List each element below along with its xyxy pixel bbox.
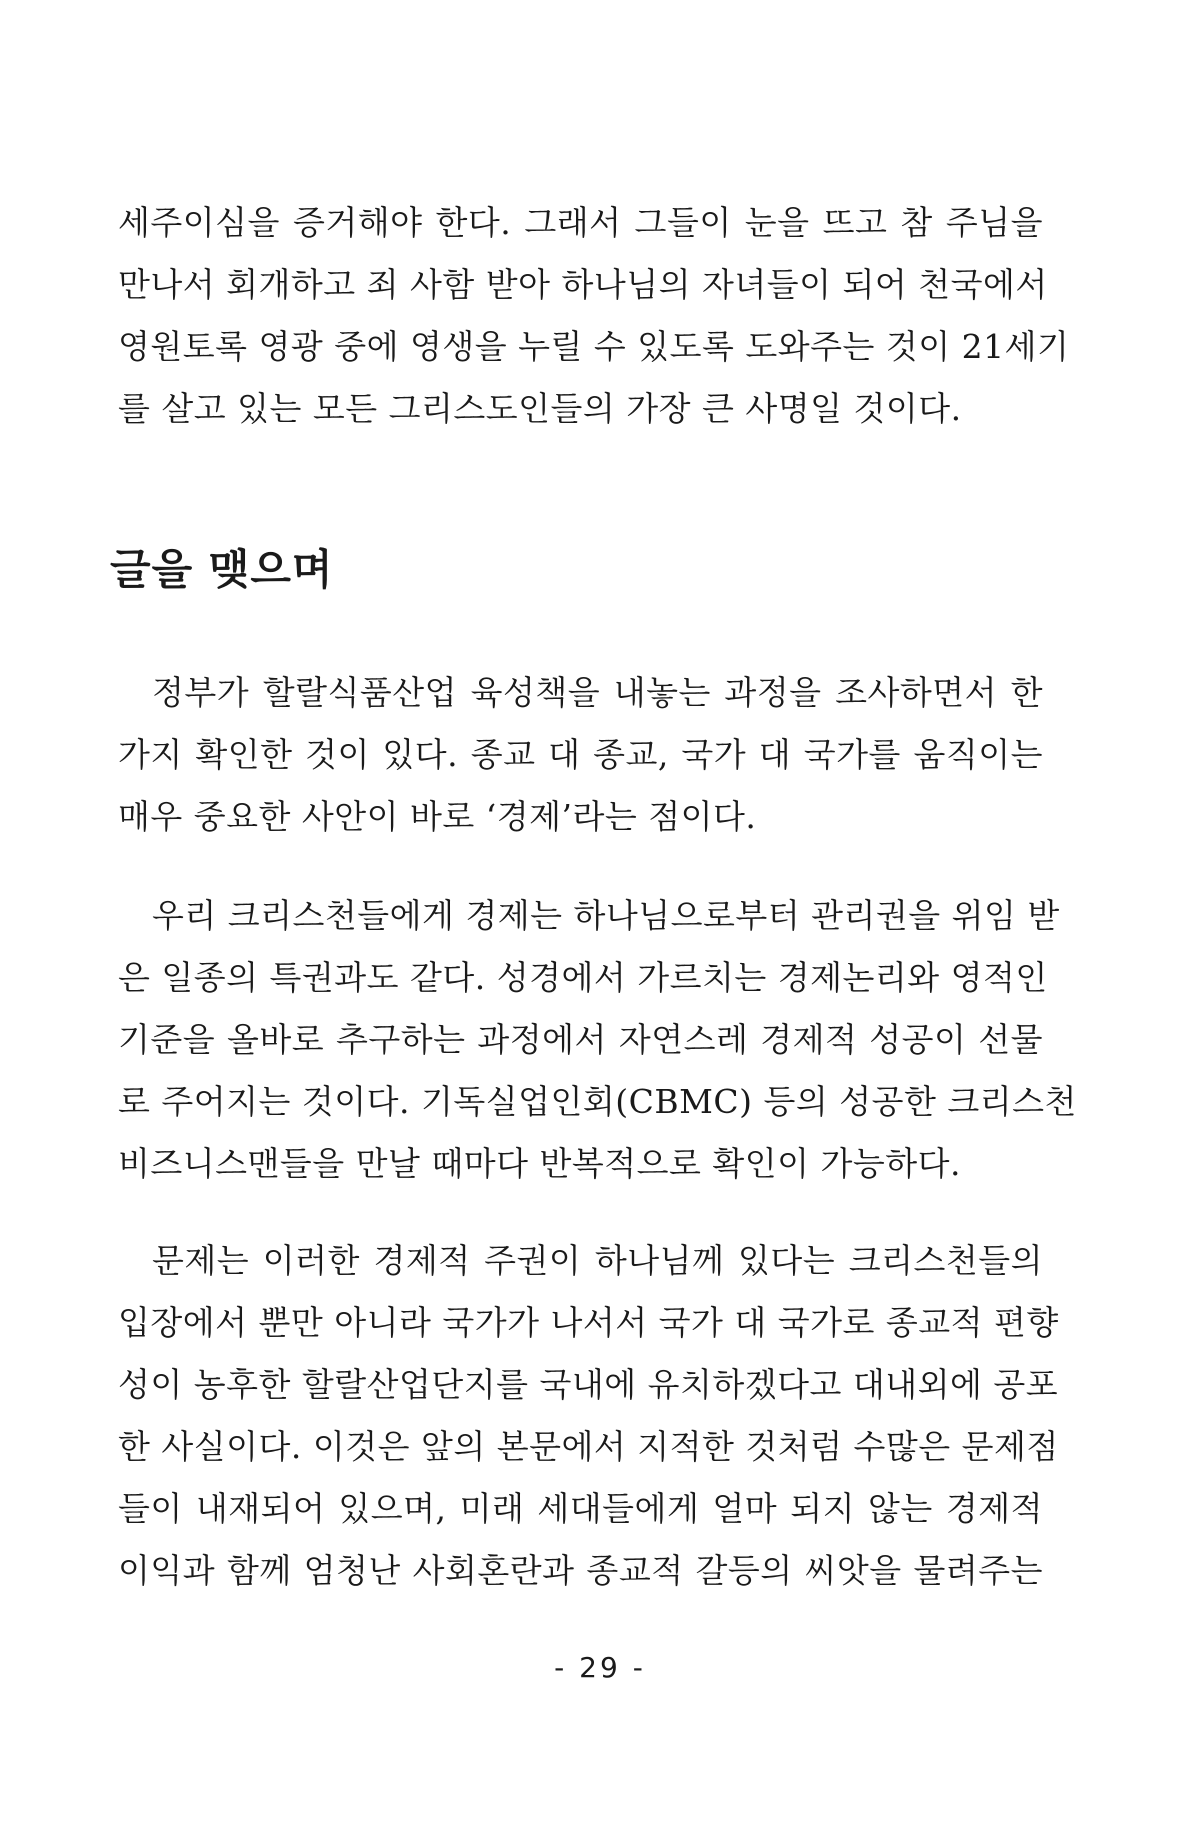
page-number: - 29 - (554, 1651, 646, 1684)
section-heading: 글을 맺으며 (110, 545, 334, 594)
paragraph-line: 이익과 함께 엄청난 사회혼란과 종교적 갈등의 씨앗을 물려주는 (118, 1551, 1043, 1590)
paragraph-1 (118, 662, 1043, 848)
paragraph-line: 은 일종의 특권과도 같다. 성경에서 가르치는 경제논리와 영적인 (118, 958, 1048, 997)
paragraph-2 (118, 885, 1077, 1195)
paragraph-line: 한 사실이다. 이것은 앞의 본문에서 지적한 것처럼 수많은 문제점 (118, 1427, 1059, 1466)
paragraph-line: 비즈니스맨들을 만날 때마다 반복적으로 확인이 가능하다. (118, 1144, 962, 1183)
paragraph-line: 문제는 이러한 경제적 주권이 하나님께 있다는 크리스천들의 (152, 1241, 1043, 1280)
paragraph-3 (118, 1230, 1059, 1602)
paragraph-line: 가지 확인한 것이 있다. 종교 대 종교, 국가 대 국가를 움직이는 (118, 735, 1043, 774)
paragraph-line: 입장에서 뿐만 아니라 국가가 나서서 국가 대 국가로 종교적 편향 (118, 1303, 1059, 1342)
paragraph-line: 를 살고 있는 모든 그리스도인들의 가장 큰 사명일 것이다. (118, 389, 962, 428)
top-paragraph (118, 192, 1070, 440)
paragraph-line: 만나서 회개하고 죄 사함 받아 하나님의 자녀들이 되어 천국에서 (118, 265, 1048, 304)
paragraph-line: 매우 중요한 사안이 바로 ‘경제’라는 점이다. (118, 797, 757, 836)
paragraph-line: 성이 농후한 할랄산업단지를 국내에 유치하겠다고 대내외에 공포 (118, 1365, 1059, 1404)
paragraph-line: 영원토록 영광 중에 영생을 누릴 수 있도록 도와주는 것이 21세기 (118, 327, 1070, 366)
paragraph-line: 세주이심을 증거해야 한다. 그래서 그들이 눈을 뜨고 참 주님을 (118, 203, 1043, 242)
paragraph-line: 기준을 올바로 추구하는 과정에서 자연스레 경제적 성공이 선물 (118, 1020, 1043, 1059)
paragraph-line: 로 주어지는 것이다. 기독실업인회(CBMC) 등의 성공한 크리스천 (118, 1082, 1077, 1121)
paragraph-line: 정부가 할랄식품산업 육성책을 내놓는 과정을 조사하면서 한 (152, 673, 1043, 712)
paragraph-line: 들이 내재되어 있으며, 미래 세대들에게 얼마 되지 않는 경제적 (118, 1489, 1043, 1528)
paragraph-line: 우리 크리스천들에게 경제는 하나님으로부터 관리권을 위임 받 (152, 896, 1060, 935)
